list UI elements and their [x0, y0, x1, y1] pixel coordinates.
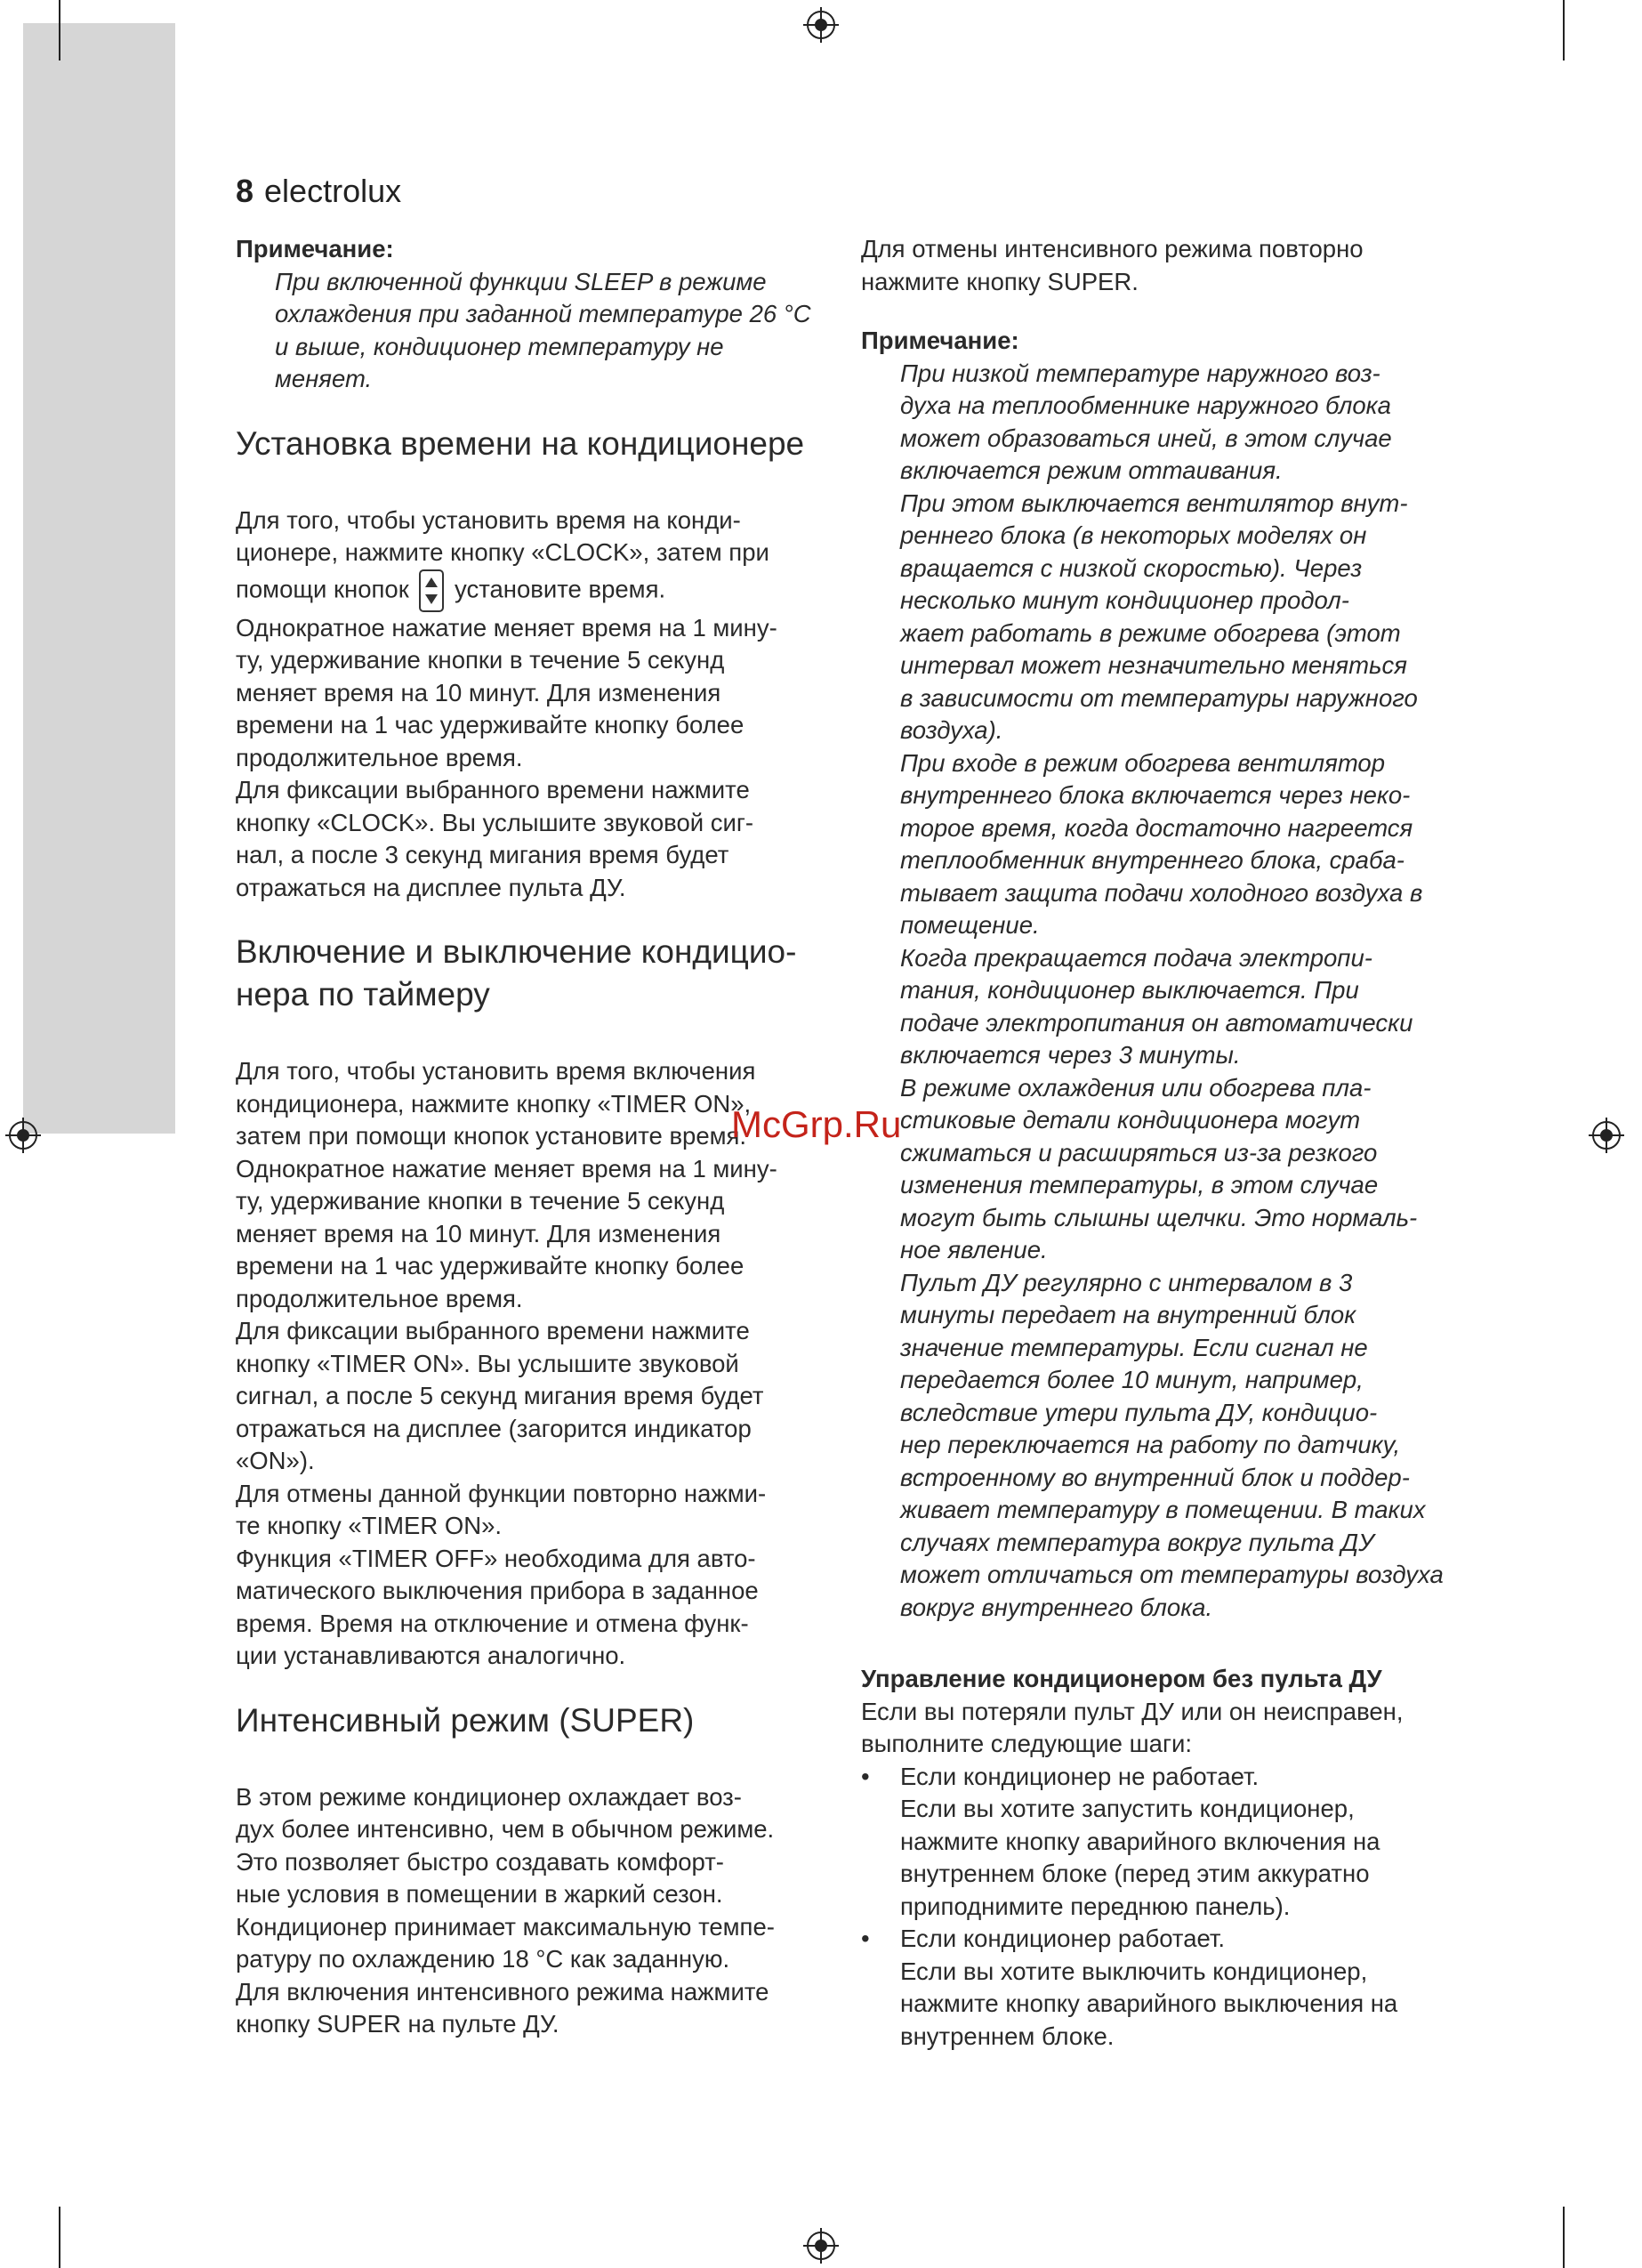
text-line: изменения температуры, в этом случае [900, 1171, 1379, 1199]
text-line: те кнопку «TIMER ON». [236, 1512, 503, 1539]
text-line: тания, кондиционер выключается. При [900, 976, 1359, 1004]
text-line: тывает защита подачи холодного воздуха в [900, 878, 1423, 907]
text-line: При входе в режим обогрева вентилятор [900, 748, 1386, 777]
text-line: духа на теплообменнике наружного блока [900, 391, 1391, 419]
note-label: Примечание: [861, 327, 1019, 354]
text-line: отражаться на дисплее пульта ДУ. [236, 873, 626, 901]
text-fragment: установите время. [455, 574, 666, 602]
right-column [861, 233, 1455, 2053]
text-line: Однократное нажатие меняет время на 1 мину- [236, 613, 777, 642]
text-line: Когда прекращается подача электропи- [900, 943, 1372, 972]
text-line: затем при помощи кнопок установите время. [236, 1122, 747, 1150]
text-line: жает работать в режиме обогрева (этот [900, 618, 1401, 647]
text-line: отражаться на дисплее (загорится индикатор [236, 1414, 752, 1442]
section-body-super [236, 1781, 825, 2041]
text-line: может отличаться от температуры воздуха [900, 1561, 1444, 1588]
text-line: вокруг внутреннего блока. [900, 1593, 1213, 1621]
registration-mark-left-icon [5, 1118, 41, 1153]
section-title-no-remote: Управление кондиционером без пульта ДУ [861, 1665, 1382, 1692]
registration-mark-bottom-icon [803, 2228, 839, 2264]
text-line: времени на 1 час удерживайте кнопку более [236, 1252, 745, 1279]
text-line: ту, удерживание кнопки в течение 5 секунд [236, 646, 725, 674]
crop-mark-top-left [59, 0, 60, 61]
list-item [861, 1923, 1455, 2053]
registration-mark-top-icon [803, 7, 839, 43]
side-gray-band [23, 23, 175, 1134]
text-line: В этом режиме кондиционер охлаждает воз- [236, 1782, 742, 1811]
text-line: Это позволяет быстро создавать комфорт- [236, 1847, 724, 1876]
text-line: теплообменник внутреннего блока, сраба- [900, 846, 1405, 874]
text-line: При этом выключается вентилятор внут- [900, 488, 1408, 517]
text-line: матического выключения прибора в заданное [236, 1577, 759, 1604]
text-line: воздуха). [900, 716, 1003, 744]
text-line: подаче электропитания он автоматически [900, 1008, 1413, 1037]
note-body [236, 266, 825, 396]
text-line: живает температуру в помещении. В таких [900, 1496, 1426, 1523]
text-line: интервал может незначительно меняться [900, 651, 1407, 679]
text-line: продолжительное время. [236, 1284, 523, 1312]
text-line: торое время, когда достаточно нагреется [900, 813, 1413, 842]
text-line: При включенной функции SLEEP в режиме [275, 267, 767, 295]
text-line: передается более 10 минут, например, [900, 1366, 1364, 1393]
up-down-buttons-icon [419, 569, 444, 612]
text-line [861, 1923, 1455, 1956]
section-intro-no-remote [861, 1696, 1455, 1761]
watermark: McGrp.Ru [731, 1103, 902, 1145]
text-line: в зависимости от температуры наружного [900, 683, 1418, 712]
text-line: нажмите кнопку аварийного включения на [900, 1827, 1380, 1855]
text-line: Однократное нажатие меняет время на 1 мину- [236, 1154, 777, 1182]
page-header [236, 173, 401, 210]
text-line: нер переключается на работу по датчику, [900, 1431, 1401, 1458]
text-fragment: помощи кнопок [236, 574, 409, 602]
text-line: сигнал, а после 5 секунд мигания время будет [236, 1382, 764, 1409]
text-line: ту, удерживание кнопки в течение 5 секунд [236, 1187, 725, 1215]
text-line: Пульт ДУ регулярно с интервалом в 3 [900, 1268, 1353, 1296]
text-line: Для отмены интенсивного режима повторно [861, 235, 1364, 262]
text-line: Для того, чтобы установить время включения [236, 1057, 756, 1085]
text-line: ное явление. [900, 1236, 1048, 1263]
text-line: внутреннего блока включается через неко- [900, 781, 1411, 809]
bullet-icon: • [861, 1762, 870, 1790]
text-line: В режиме охлаждения или обогрева пла- [900, 1073, 1372, 1102]
text-line: значение температуры. Если сигнал не [900, 1333, 1368, 1361]
text-line: время. Время на отключение и отмена функ- [236, 1609, 749, 1637]
text-line: помещение. [900, 911, 1040, 939]
text-line: дух более интенсивно, чем в обычном режиме. [236, 1815, 775, 1843]
text-line: вследствие утери пульта ДУ, кондицио- [900, 1398, 1378, 1426]
crop-mark-top-right [1563, 0, 1565, 61]
section-body-clock [236, 504, 825, 905]
title-line: Включение и выключение кондицио- [236, 933, 797, 970]
text-line: При низкой температуре наружного воз- [900, 359, 1380, 387]
text-line: включается через 3 минуты. [900, 1041, 1241, 1069]
text-line: меняет время на 10 минут. Для изменения [236, 678, 721, 706]
list-item [861, 1761, 1455, 1924]
text-line: минуты передает на внутренний блок [900, 1301, 1356, 1328]
text-line: кнопку «TIMER ON». Вы услышите звуковой [236, 1349, 739, 1377]
text-line: стиковые детали кондиционера могут [900, 1106, 1361, 1134]
text-line: и выше, кондиционер температуру не меняет. [275, 332, 724, 392]
text-line: ратуру по охлаждению 18 °С как заданную. [236, 1945, 730, 1973]
section-title-timer [236, 931, 825, 1016]
super-cancel-text [861, 233, 1455, 298]
text-line: времени на 1 час удерживайте кнопку более [236, 711, 745, 739]
text-line: Если вы хотите запустить кондиционер, [900, 1795, 1355, 1822]
text-line: Для фиксации выбранного времени нажмите [236, 776, 750, 803]
text-fragment: Если кондиционер работает. [900, 1925, 1226, 1952]
text-line: сжиматься и расширяться из-за резкого [900, 1138, 1378, 1166]
text-line: реннего блока (в некоторых моделях он [900, 521, 1367, 549]
text-line: ции устанавливаются аналогично. [236, 1642, 626, 1669]
text-line: продолжительное время. [236, 743, 523, 771]
text-line: несколько минут кондиционер продол- [900, 586, 1349, 614]
text-line: Для фиксации выбранного времени нажмите [236, 1317, 750, 1344]
section-title-super: Интенсивный режим (SUPER) [236, 1701, 695, 1739]
text-line: меняет время на 10 минут. Для изменения [236, 1219, 721, 1247]
section-body-timer [236, 1055, 825, 1673]
text-line: нажмите кнопку SUPER. [861, 267, 1139, 295]
registration-mark-right-icon [1589, 1118, 1624, 1153]
text-line: ционере, нажмите кнопку «CLOCK», затем при [236, 538, 769, 566]
text-line: выполните следующие шаги: [861, 1730, 1192, 1757]
brand-name: electrolux [264, 173, 402, 209]
text-line: Для отмены данной функции повторно нажми- [236, 1479, 767, 1507]
crop-mark-bottom-right [1563, 2207, 1565, 2268]
text-line: Кондиционер принимает максимальную темпе- [236, 1912, 775, 1941]
text-line: нал, а после 3 секунд мигания время будет [236, 841, 729, 868]
text-line: Если вы хотите выключить кондиционер, [900, 1957, 1368, 1985]
text-line: могут быть слышны щелчки. Это нормаль- [900, 1203, 1418, 1231]
text-line: случаях температура вокруг пульта ДУ [900, 1528, 1374, 1556]
text-line: кондиционера, нажмите кнопку «TIMER ON», [236, 1089, 752, 1118]
text-line: «ON»). [236, 1447, 315, 1474]
section-title-clock: Установка времени на кондиционере [236, 424, 805, 462]
text-line: Функция «TIMER OFF» необходима для авто- [236, 1544, 756, 1572]
text-line: нажмите кнопку аварийного выключения на [900, 1990, 1398, 2017]
text-line: Для включения интенсивного режима нажмите [236, 1977, 769, 2006]
text-line: Для того, чтобы установить время на конди- [236, 505, 741, 534]
text-line: кнопку «CLOCK». Вы услышите звуковой сиг- [236, 808, 754, 836]
text-line: внутреннем блоке. [900, 2022, 1115, 2050]
text-line: ные условия в помещении в жаркий сезон. [236, 1880, 723, 1908]
note-label: Примечание: [236, 235, 394, 262]
text-fragment: Если кондиционер не работает. [900, 1762, 1260, 1790]
text-line: включается режим оттаивания. [900, 456, 1283, 484]
text-line: может образоваться иней, в этом случае [900, 424, 1392, 452]
note-body [861, 358, 1455, 1625]
text-line: вращается с низкой скоростью). Через [900, 553, 1363, 582]
text-line: внутреннем блоке (перед этим аккуратно [900, 1860, 1370, 1887]
text-line: кнопку SUPER на пульте ДУ. [236, 2010, 559, 2038]
text-line [861, 1761, 1455, 1794]
text-line: охлаждения при заданной температуре 26 °С [275, 300, 811, 327]
text-line [236, 569, 825, 612]
page-number: 8 [236, 173, 254, 209]
title-line: нера по таймеру [236, 976, 490, 1013]
bullet-icon: • [861, 1925, 870, 1952]
text-line: Если вы потеряли пульт ДУ или он неисправен, [861, 1697, 1404, 1725]
crop-mark-bottom-left [59, 2207, 60, 2268]
text-line: приподнимите переднюю панель). [900, 1892, 1291, 1920]
text-line: встроенному во внутренний блок и поддер- [900, 1463, 1410, 1491]
